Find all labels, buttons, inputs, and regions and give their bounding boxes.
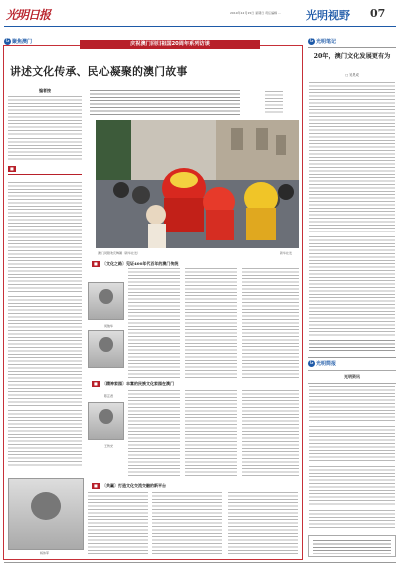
news-item-2 [309, 426, 395, 462]
portrait-2 [88, 330, 124, 368]
left-column-text-1 [8, 138, 82, 162]
section-g-icon: G [5, 38, 10, 44]
essay-text-1 [309, 82, 395, 232]
subsection-1-col-1 [128, 268, 180, 380]
left-section-label: G 聚焦澳门 [5, 38, 33, 45]
news-box-label: 光明资讯 [344, 374, 360, 379]
news-section-label: G 光明简报 [309, 360, 337, 367]
portrait-2-label: 陈芷君 [104, 394, 114, 398]
essay-text-2 [309, 236, 395, 336]
subsection-tag-1: ■ [10, 166, 14, 171]
subsection-3-col-1 [88, 492, 148, 554]
portrait-3 [88, 402, 124, 440]
intro-text [90, 90, 240, 116]
lion-dance-photo [96, 120, 299, 248]
subsection-2-col-3 [242, 390, 299, 478]
subsection-3-col-2 [152, 492, 222, 554]
essay-footnote [309, 340, 395, 352]
photo-credit: 新华社发 [280, 251, 293, 255]
date-info: 2019年12月15日 星期日 责任编辑 ... [230, 11, 281, 15]
photo-caption: 澳门同胞欢庆舞狮（新华社发） [98, 251, 141, 255]
subsection-1-col-3 [242, 268, 299, 380]
right-section-label: G 光明笔记 [309, 38, 337, 45]
feature-banner-text: 庆祝澳门回归祖国20周年系列访谈 [130, 41, 210, 47]
page-bottom-rule [4, 562, 396, 563]
masthead [0, 0, 400, 30]
news-item-3 [309, 466, 395, 506]
essay-title: 20年，澳门文化发展更有为 [313, 53, 391, 60]
subsection-2-col-2 [185, 390, 237, 478]
portrait-1-label: 何俊华 [104, 324, 114, 328]
editor-note-text [8, 96, 82, 136]
news-item-1 [309, 386, 395, 422]
section-g-icon: G [309, 360, 314, 366]
subsection-tag-3: ■ [94, 381, 98, 386]
right-mid-rule [308, 357, 396, 358]
feature-banner [80, 40, 260, 49]
section-title: 光明视野 [306, 9, 350, 22]
subhead-2: 〔精神家园〕丰富的民族文化家园在澳门 [102, 381, 174, 386]
left-column-text-4 [8, 410, 82, 468]
news-item-4 [309, 510, 395, 530]
photo-illustration [96, 120, 299, 248]
masthead-rule [4, 26, 396, 27]
right-top-rule [308, 47, 396, 48]
essay-author: □ 吴昊成 [345, 73, 359, 77]
subsection-2-col-1 [128, 390, 180, 478]
subsection-tag-2: ■ [94, 261, 98, 266]
portrait-4-label: 杨伟军 [40, 551, 50, 555]
subhead-3: 〔共赢〕打造文化交流交融的新平台 [102, 483, 166, 488]
left-column-text-2 [8, 182, 82, 292]
newspaper-logo: 光明日报 [6, 8, 51, 22]
right-footer-box [308, 535, 396, 557]
subhead-1: 〔文化之路〕见证400年代百年的澳门传统 [102, 261, 179, 266]
intro-names [265, 91, 283, 115]
editor-note-label: 编者按 [39, 88, 51, 93]
portrait-1 [88, 282, 124, 320]
left-subhead [8, 174, 82, 179]
section-g-icon: G [309, 38, 314, 44]
page-number: 07 [370, 7, 386, 20]
feature-headline: 讲述文化传承、民心凝聚的澳门故事 [10, 65, 188, 78]
right-footer-text [313, 540, 391, 554]
left-column-text-3 [8, 296, 82, 406]
subsection-1-col-2 [185, 268, 237, 380]
news-box-header [308, 370, 396, 384]
portrait-3-label: 王传光 [104, 444, 114, 448]
subsection-tag-4: ■ [94, 483, 98, 488]
portrait-4 [8, 478, 84, 550]
subsection-3-col-3 [228, 492, 298, 554]
